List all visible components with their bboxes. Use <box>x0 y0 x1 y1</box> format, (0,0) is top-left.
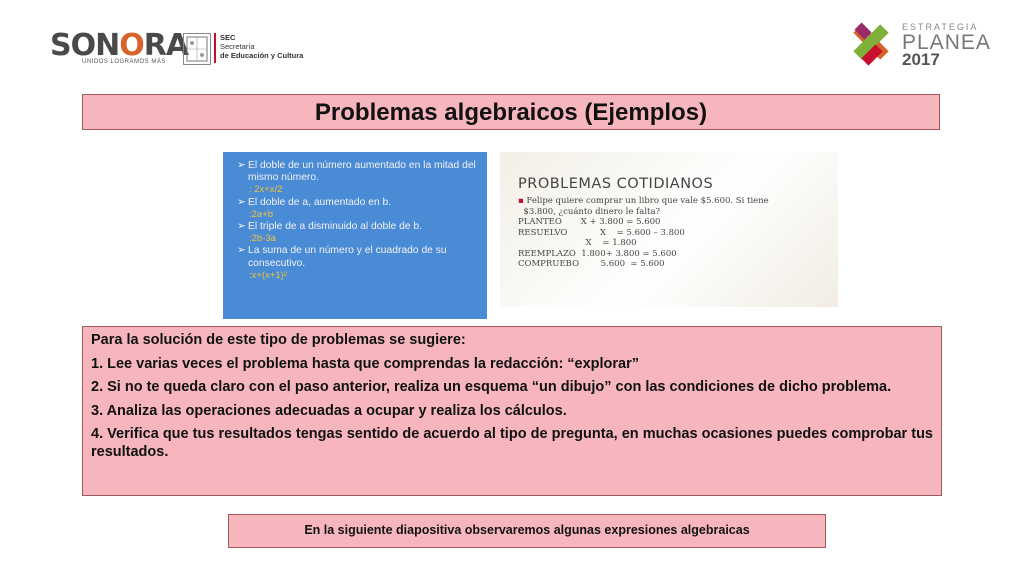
planea-estrategia: ESTRATEGIA <box>902 22 979 32</box>
arrow-bullet-icon: ➢ <box>237 245 246 257</box>
sec-logo-text <box>220 33 303 60</box>
arrow-bullet-icon: ➢ <box>237 160 246 171</box>
cotidianos-problem <box>518 196 828 207</box>
planea-mark-icon <box>846 20 896 70</box>
suggestion-step: 4. Verifica que tus resultados tengas sentido de acuerdo al tipo de pregunta, en muchas ocasiones puedes comprobar tus resultados. <box>91 426 933 460</box>
sonora-logo-text-end: RA <box>143 28 189 63</box>
solution-row: REEMPLAZO 1.800+ 3.800 = 5.600 <box>518 248 677 259</box>
example-item <box>237 221 477 233</box>
cotidianos-title: PROBLEMAS COTIDIANOS <box>518 176 714 192</box>
suggestion-step: 1. Lee varias veces el problema hasta que comprendas la redacción: “explorar” <box>91 355 640 372</box>
example-text: El doble de a, aumentado en b. <box>248 196 392 208</box>
example-text: El doble de un número aumentado en la mitad del mismo número. <box>248 160 476 184</box>
example-answer: :2b-3a <box>249 233 276 245</box>
state-seal-icon <box>183 33 211 65</box>
square-bullet-icon: ▪ <box>518 196 527 206</box>
sec-line2: de Educación y Cultura <box>220 51 304 60</box>
example-text: La suma de un número y el cuadrado de su consecutivo. <box>248 245 447 269</box>
arrow-bullet-icon: ➢ <box>237 221 246 233</box>
sonora-logo-o: O <box>119 28 144 63</box>
planea-word: PLANEA <box>902 31 991 54</box>
problem-line2-text: $3.800, ¿cuánto dinero le falta? <box>523 206 661 217</box>
solution-row: COMPRUEBO 5.600 = 5.600 <box>518 259 665 269</box>
example-answer: :x+(x+1)² <box>249 269 288 281</box>
suggestions-heading: Para la solución de este tipo de problemas se sugiere: <box>91 332 466 348</box>
example-item <box>237 197 477 209</box>
problem-line1: Felipe quiere comprar un libro que vale $5.600. Si tiene <box>526 196 769 206</box>
page-title: Problemas algebraicos (Ejemplos) <box>314 99 708 126</box>
arrow-bullet-icon: ➢ <box>237 196 246 208</box>
examples-image-blue <box>223 152 487 319</box>
solution-row: X = 1.800 <box>518 238 637 248</box>
planea-year: 2017 <box>902 50 940 69</box>
example-item <box>237 160 477 184</box>
suggestion-step: 2. Si no te queda claro con el paso anterior, realiza un esquema “un dibujo” con las condiciones de dicho problema. <box>91 379 892 395</box>
example-answer: : 2x+x/2 <box>249 184 283 196</box>
sec-divider <box>214 33 216 63</box>
problem-line2 <box>518 207 828 218</box>
sonora-logo <box>50 28 188 63</box>
solution-row: RESUELVO X = 5.600 – 3.800 <box>518 227 685 238</box>
examples-image-cotidianos <box>500 152 838 307</box>
title-box <box>82 94 940 130</box>
suggestions-box <box>82 326 942 496</box>
solution-row: PLANTEO X + 3.800 = 5.600 <box>518 217 661 227</box>
example-item <box>237 245 477 269</box>
footer-text: En la siguiente diapositiva observaremos algunas expresiones algebraicas <box>304 523 750 537</box>
example-answer: :2a+b <box>249 208 274 220</box>
sec-line1: Secretaría <box>220 42 255 51</box>
suggestion-step: 3. Analiza las operaciones adecuadas a ocupar y realiza los cálculos. <box>91 402 567 419</box>
sonora-logo-text: SON <box>50 28 120 63</box>
example-text: El triple de a disminuido al doble de b. <box>248 221 423 233</box>
sec-acronym: SEC <box>220 33 236 42</box>
footer-box <box>228 514 826 548</box>
sonora-tagline: UNIDOS LOGRAMOS MÁS <box>82 59 166 65</box>
